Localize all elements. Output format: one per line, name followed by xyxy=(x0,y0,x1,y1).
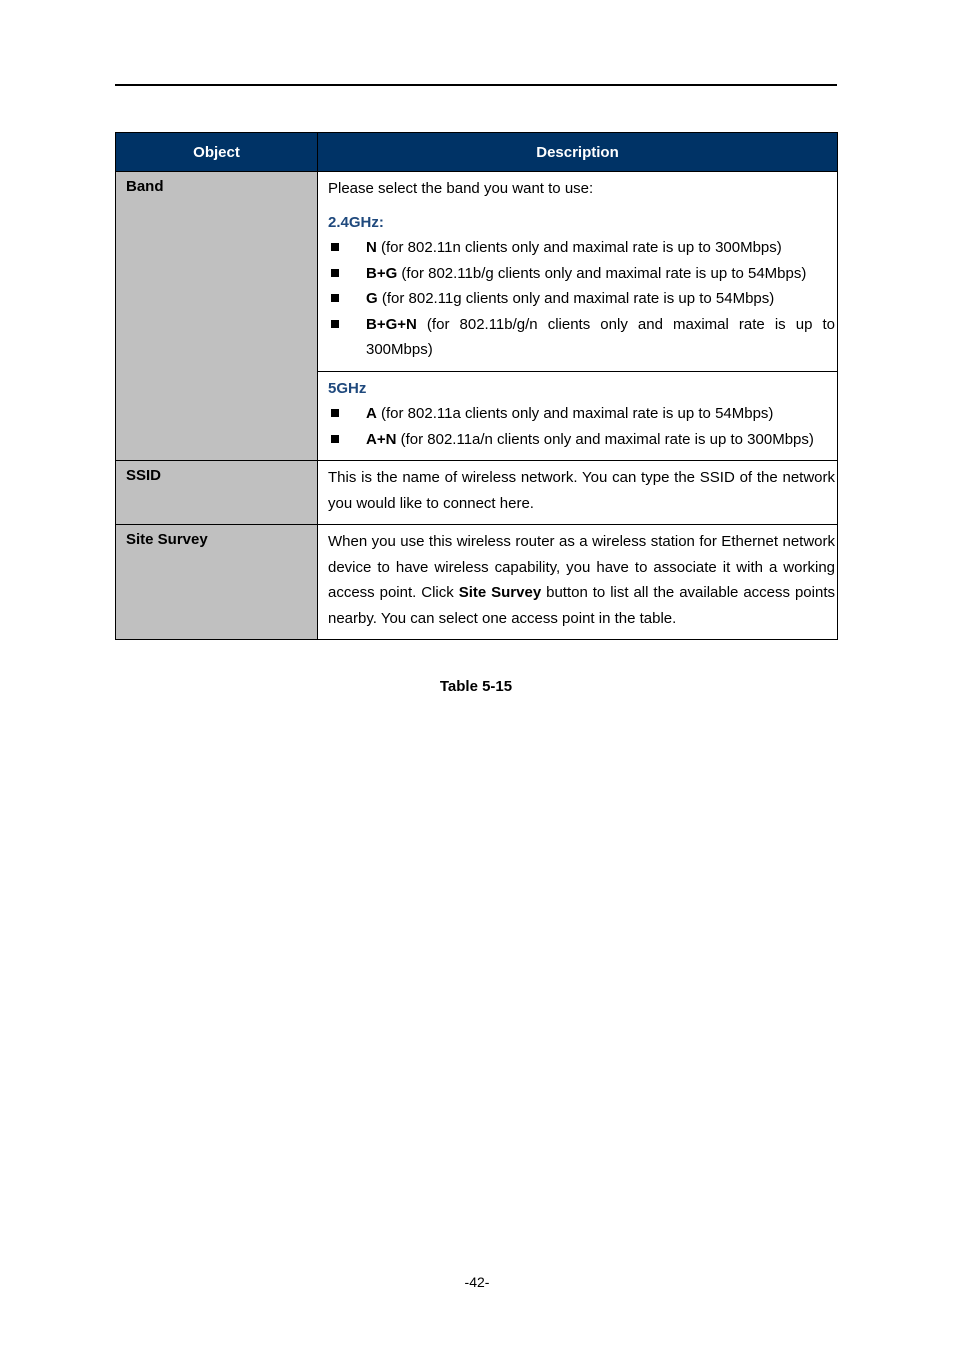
band-intro: Please select the band you want to use: xyxy=(328,180,594,197)
mode-label: B+G xyxy=(366,264,398,282)
square-bullet-icon xyxy=(331,243,339,251)
object-site-survey: Site Survey xyxy=(116,525,318,640)
mode-text: (for 802.11g clients only and maximal rate is up to 54Mbps) xyxy=(377,290,775,307)
list-item xyxy=(328,286,835,312)
ssid-description: This is the name of wireless network. You can type the SSID of the network you would like to connect here. xyxy=(318,461,838,525)
table-caption: Table 5-15 xyxy=(439,678,513,695)
square-bullet-icon xyxy=(331,294,339,302)
band-5ghz-list xyxy=(328,401,835,452)
object-ssid: SSID xyxy=(116,461,318,525)
mode-label: A+N xyxy=(366,430,397,448)
list-item xyxy=(328,235,835,261)
band-24ghz-list xyxy=(328,235,835,363)
band-24ghz-cell xyxy=(318,172,838,372)
site-survey-text: When you use this wireless router as a wireless station for Ethernet network device to have wireless capability, you have to associate it with a working access point. Click xyxy=(328,533,835,601)
mode-label: A xyxy=(366,405,377,422)
list-item xyxy=(328,427,835,453)
mode-label: G xyxy=(366,290,378,307)
band-24ghz-heading: 2.4GHz: xyxy=(328,213,384,231)
header-description: Description xyxy=(318,133,838,172)
header-object: Object xyxy=(116,133,318,172)
table-row-band xyxy=(116,172,838,372)
object-band: Band xyxy=(116,172,318,461)
list-item xyxy=(328,401,835,427)
page-number: -42- xyxy=(464,1274,490,1290)
square-bullet-icon xyxy=(331,269,339,277)
band-5ghz-heading: 5GHz xyxy=(328,379,367,397)
mode-text: (for 802.11b/g/n clients only and maximal rate is up to 300Mbps) xyxy=(366,315,835,358)
mode-text: (for 802.11a/n clients only and maximal rate is up to 300Mbps) xyxy=(396,430,814,448)
mode-text: (for 802.11b/g clients only and maximal rate is up to 54Mbps) xyxy=(397,264,807,282)
site-survey-description xyxy=(318,525,838,640)
site-survey-button-ref: Site Survey xyxy=(458,584,542,601)
mode-label: B+G+N xyxy=(366,315,417,333)
mode-label: N xyxy=(366,239,377,256)
object-description-table xyxy=(115,132,838,640)
list-item xyxy=(328,261,835,287)
site-survey-text-end: button to list all the available access points nearby. You can select one access point in the table. xyxy=(328,584,835,627)
square-bullet-icon xyxy=(331,320,339,328)
header-rule xyxy=(115,84,837,86)
list-item xyxy=(328,312,835,363)
mode-text: (for 802.11n clients only and maximal rate is up to 300Mbps) xyxy=(376,239,782,256)
square-bullet-icon xyxy=(331,435,339,443)
mode-text: (for 802.11a clients only and maximal rate is up to 54Mbps) xyxy=(376,405,774,422)
table-row-site-survey xyxy=(116,525,838,640)
table-header-row xyxy=(116,133,838,172)
band-5ghz-cell xyxy=(318,371,838,461)
table-row-ssid xyxy=(116,461,838,525)
square-bullet-icon xyxy=(331,409,339,417)
